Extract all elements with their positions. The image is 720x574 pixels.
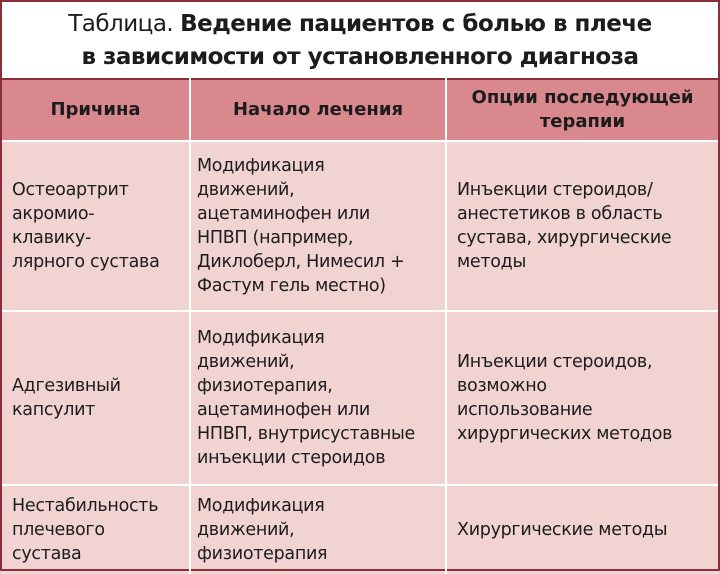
cell-cause: Остеоартрит акромио- клавику- лярного сустава: [2, 141, 190, 311]
title-main-line2: в зависимости от установленного диагноза: [81, 44, 639, 70]
title-prefix: Таблица.: [68, 11, 174, 37]
table-row: [2, 141, 718, 311]
header-treatment: Начало лечения: [190, 79, 446, 141]
table-row: [2, 311, 718, 485]
table-title: [2, 2, 718, 78]
cell-treatment: Модификация движений, физиотерапия, ацетаминофен или НПВП, внутрисуставные инъекции стероидов: [190, 311, 446, 485]
cell-options: Хирургические методы: [446, 485, 718, 574]
header-cause: Причина: [2, 79, 190, 141]
table-row: [2, 485, 718, 574]
cell-treatment: Модификация движений, ацетаминофен или НПВП (например, Диклоберл, Нимесил + Фастум гель местно): [190, 141, 446, 311]
diagnosis-table: [2, 78, 718, 574]
cell-treatment: Модификация движений, физиотерапия: [190, 485, 446, 574]
cell-options: Инъекции стероидов/ анестетиков в область сустава, хирургические методы: [446, 141, 718, 311]
table-header-row: [2, 79, 718, 141]
cell-options: Инъекции стероидов, возможно использование хирургических методов: [446, 311, 718, 485]
cell-cause: Нестабильность плечевого сустава: [2, 485, 190, 574]
header-options: Опции последующей терапии: [446, 79, 718, 141]
cell-cause: Адгезивный капсулит: [2, 311, 190, 485]
title-main-line1: Ведение пациентов с болью в плече: [180, 11, 652, 37]
